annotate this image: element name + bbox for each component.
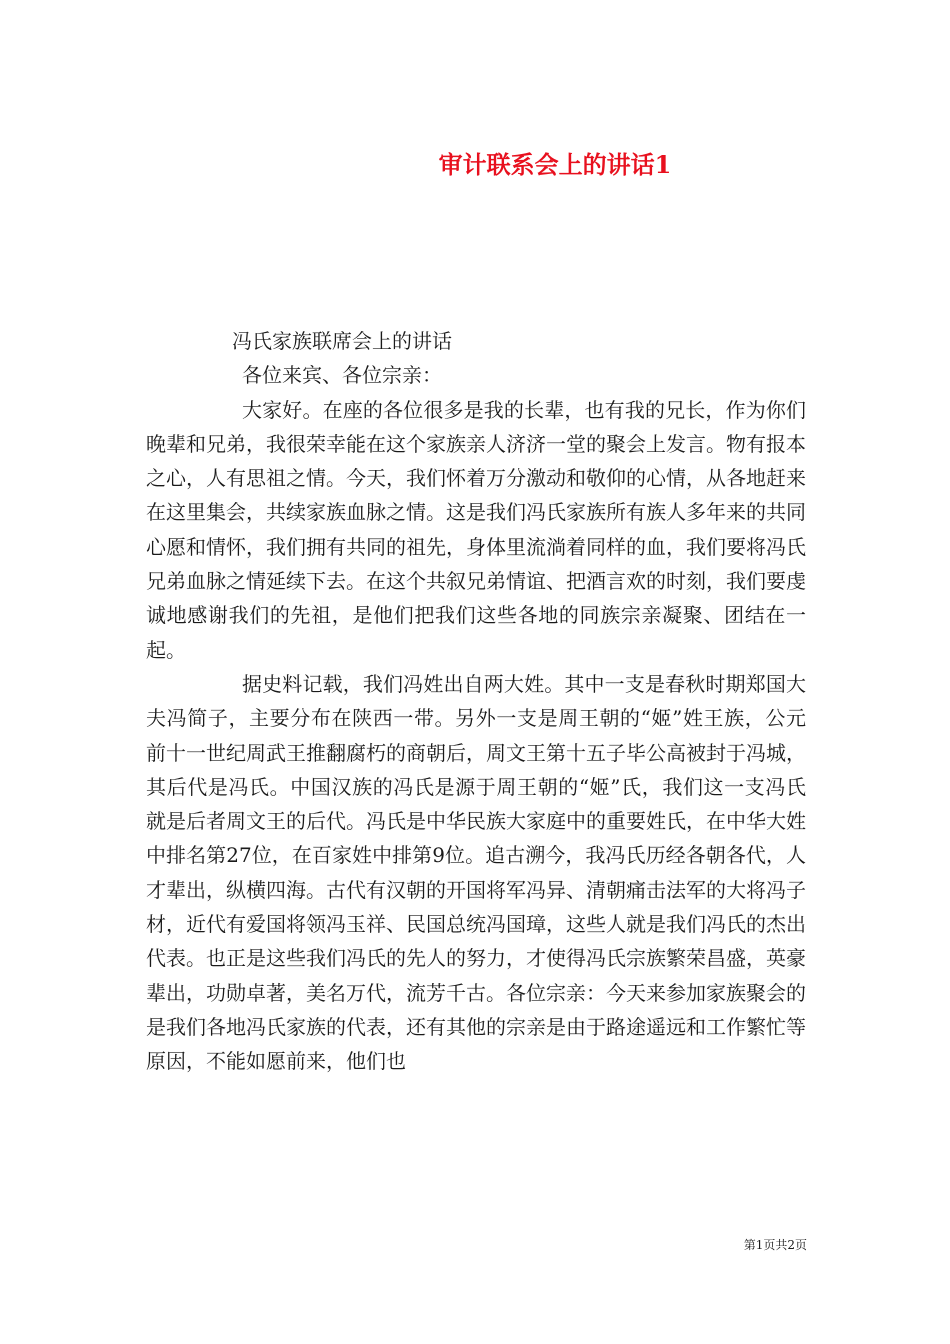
paragraph-history: 据史料记载，我们冯姓出自两大姓。其中一支是春秋时期郑国大夫冯简子，主要分布在陕西一带。另外一支是周王朝的“姬”姓王族，公元前十一世纪周武王推翻腐朽的商朝后，周文王第十五子毕公高被封于冯城，其后代是冯氏。中国汉族的冯氏是源于周王朝的“姬”氏，我们这一支冯氏就是后者周文王的后代。冯氏是中华民族大家庭中的重要姓氏，在中华大姓中排名第27位，在百家姓中排第9位。追古溯今，我冯氏历经各朝各代，人才辈出，纵横四海。古代有汉朝的开国将军冯异、清朝痛击法军的大将冯子材，近代有爱国将领冯玉祥、民国总统冯国璋，这些人就是我们冯氏的杰出代表。也正是这些我们冯氏的先人的努力，才使得冯氏宗族繁荣昌盛，英豪辈出，功勋卓著，美名万代，流芳千古。各位宗亲：今天来参加家族聚会的是我们各地冯氏家族的代表，还有其他的宗亲是由于路途遥远和工作繁忙等原因，不能如愿前来，他们也 xyxy=(146,671,806,1074)
document-body xyxy=(146,324,806,1079)
paragraph-greeting: 大家好。在座的各位很多是我的长辈，也有我的兄长，作为你们晚辈和兄弟，我很荣幸能在这个家族亲人济济一堂的聚会上发言。物有报本之心，人有思祖之情。今天，我们怀着万分激动和敬仰的心情，从各地赶来在这里集会，共续家族血脉之情。这是我们冯氏家族所有族人多年来的共同心愿和情怀，我们拥有共同的祖先，身体里流淌着同样的血，我们要将冯氏兄弟血脉之情延续下去。在这个共叙兄弟情谊、把酒言欢的时刻，我们要虔诚地感谢我们的先祖，是他们把我们这些各地的同族宗亲凝聚、团结在一起。 xyxy=(146,397,806,662)
document-title: 审计联系会上的讲话1 xyxy=(438,150,672,180)
speech-subtitle: 冯氏家族联席会上的讲话 xyxy=(232,329,452,353)
speech-salutation: 各位来宾、各位宗亲： xyxy=(242,363,442,388)
page-number-footer: 第1页共2页 xyxy=(743,1238,807,1252)
